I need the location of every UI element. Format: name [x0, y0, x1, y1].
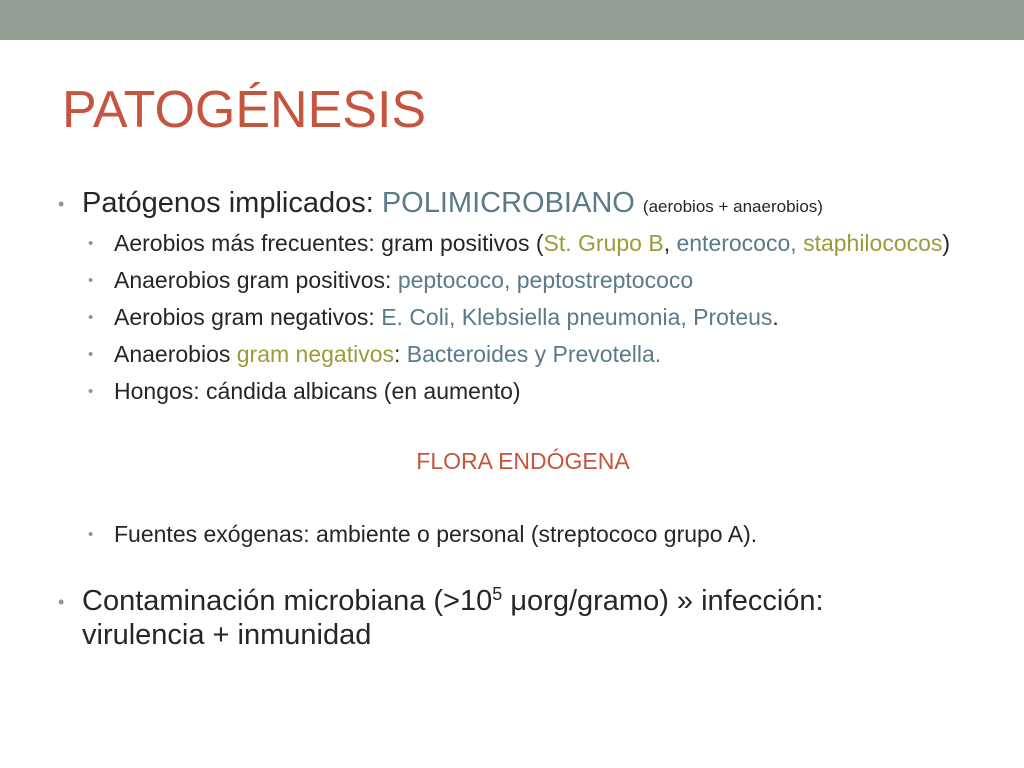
bullet-dot-icon: • — [88, 235, 94, 252]
hongos-text: Hongos: cándida albicans (en aumento) — [114, 378, 521, 404]
pathogens-note: (aerobios + anaerobios) — [642, 197, 823, 216]
slide-content — [58, 186, 988, 652]
slide-title: PATOGÉNESIS — [62, 81, 427, 139]
slide-top-bar — [0, 0, 1024, 40]
bullet-dot-icon: • — [88, 383, 94, 400]
virulencia-text: virulencia + inmunidad — [82, 619, 372, 651]
staphilococos: staphilococos — [803, 230, 943, 256]
gram-negativos: gram negativos — [236, 341, 394, 367]
subbullet-anaerobios-negativos — [88, 341, 988, 368]
contaminacion-text-2: μorg/gramo) » infección: — [502, 585, 824, 617]
aerobios-negativos-text: Aerobios gram negativos: — [114, 304, 382, 330]
enterococo: enterococo, — [676, 230, 797, 256]
fuentes-exogenas-text: Fuentes exógenas: ambiente o personal (streptococo grupo A). — [114, 521, 758, 547]
st-grupo-b: St. Grupo B — [543, 230, 664, 256]
pathogens-highlight: POLIMICROBIANO — [381, 187, 635, 219]
period: . — [772, 304, 779, 330]
subbullet-hongos — [88, 378, 988, 405]
ecoli-list: E. Coli, Klebsiella pneumonia, Proteus — [381, 304, 773, 330]
pathogens-label: Patógenos implicados: — [82, 187, 382, 219]
exponent: 5 — [492, 584, 503, 604]
subbullet-anaerobios-positivos — [88, 267, 988, 294]
comma-sep: , — [663, 230, 677, 256]
anaerobios-positivos-text: Anaerobios gram positivos: — [114, 267, 398, 293]
subbullet-fuentes-exogenas — [88, 521, 988, 548]
contaminacion-text: Contaminación microbiana (>10 — [82, 585, 493, 617]
bullet-dot-icon: • — [88, 309, 94, 326]
bacteroides-list: Bacteroides y Prevotella. — [406, 341, 662, 367]
bullet-dot-icon: • — [58, 194, 65, 214]
anaerobios-text: Anaerobios — [114, 341, 237, 367]
bullet-contaminacion — [58, 584, 988, 652]
bullet-dot-icon: • — [88, 272, 94, 289]
bullet-dot-icon: • — [88, 526, 94, 543]
bullet-dot-icon: • — [58, 592, 65, 612]
peptococo-list: peptococo, peptostreptococo — [397, 267, 694, 293]
bullet-dot-icon: • — [88, 346, 94, 363]
subbullet-aerobios-negativos — [88, 304, 988, 331]
subbullet-aerobios-frecuentes — [88, 230, 988, 257]
flora-endogena-label: FLORA ENDÓGENA — [416, 448, 630, 474]
close-paren: ) — [942, 230, 951, 256]
bullet-pathogens — [58, 186, 988, 224]
colon-sep: : — [394, 341, 407, 367]
aerobios-frecuentes-text: Aerobios más frecuentes: gram positivos ( — [114, 230, 544, 256]
